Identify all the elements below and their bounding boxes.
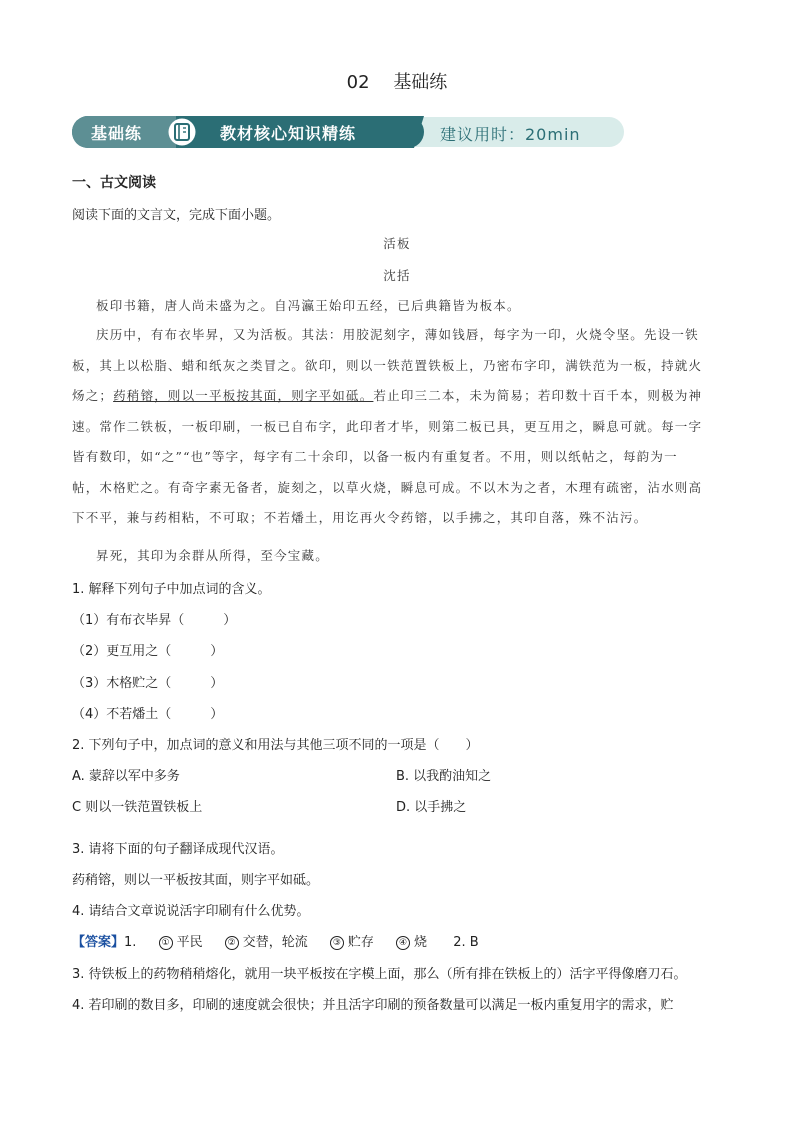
reading-instruction: 阅读下面的文言文，完成下面小题。 (72, 208, 281, 223)
answer-item: 交替，轮流 (242, 935, 308, 950)
option-b: B. 以我酌油知之 (396, 769, 492, 784)
question-4-stem: 4. 请结合文章说说活字印刷有什么优势。 (72, 904, 310, 919)
passage-paragraph-1: 板印书籍，唐人尚未盛为之。自冯瀛王始印五经，已后典籍皆为板本。 (96, 298, 521, 313)
passage-line: 速。常作二铁板，一板印刷，一板已自布字，此印者才毕，则第二板已具，更互用之，瞬息可就。每一字 (72, 418, 703, 434)
answer-item: 贮存 (347, 935, 374, 950)
book-icon (168, 118, 196, 146)
option-a: A. 蒙辞以军中多务 (72, 769, 180, 784)
answer-number: ④ (396, 936, 410, 950)
answer-item: 烧 (414, 935, 428, 950)
underlined-sentence: 药稍镕，则以一平板按其面，则字平如砥。 (113, 388, 374, 403)
question-2-stem: 2. 下列句子中，加点词的意义和用法与其他三项不同的一项是（ ） (72, 738, 479, 753)
passage-line: 下不平，兼与药相粘，不可取；不若燔土，用讫再火令药镕，以手拂之，其印自落，殊不沾污。 (72, 510, 648, 525)
question-1-item: （3）木格贮之（ ） (72, 676, 224, 691)
passage-paragraph-3: 昇死，其印为余群从所得，至今宝藏。 (96, 548, 329, 563)
section-banner (72, 116, 624, 148)
title-text: 基础练 (393, 72, 448, 93)
answer-q2: 2. B (453, 935, 479, 950)
passage-text: 若止印三二本，未为简易；若印数十百千本，则极为神 (373, 388, 703, 403)
passage-line: 板，其上以松脂、蜡和纸灰之类冒之。欲印，则以一铁范置铁板上，乃密布字印，满铁范为一板，持就火 (72, 357, 703, 373)
option-c: C 则以一铁范置铁板上 (72, 800, 203, 815)
answer-line-3: 3. 待铁板上的药物稍稍熔化，就用一块平板按在字模上面，那么（所有排在铁板上的）活字平得像磨刀石。 (72, 967, 687, 982)
answer-line-1 (72, 931, 479, 950)
answer-number: ② (225, 936, 239, 950)
passage-text: 炀之； (72, 388, 114, 403)
banner-subtitle: 教材核心知识精练 (220, 124, 357, 143)
banner-divider-icon (408, 116, 424, 148)
question-3-stem: 3. 请将下面的句子翻译成现代汉语。 (72, 842, 284, 857)
passage-line: 帖，木格贮之。有奇字素无备者，旋刻之，以草火烧，瞬息可成。不以木为之者，木理有疏密，沾水则高 (72, 479, 703, 495)
answer-number: ① (159, 936, 173, 950)
answer-line-4: 4. 若印刷的数目多，印刷的速度就会很快；并且活字印刷的预备数量可以满足一板内重复用字的需求，贮 (72, 998, 674, 1013)
passage-line: 皆有数印，如“之”“也”等字，每字有二十余印，以备一板内有重复者。不用，则以纸帖之，每韵为一 (72, 449, 678, 464)
banner-suggested-time: 建议用时：20min (440, 125, 581, 144)
answer-tag: 【答案】 (72, 935, 125, 950)
question-1-item: （4）不若燔土（ ） (72, 707, 224, 722)
passage-paragraph-2 (72, 320, 724, 534)
banner-tag: 基础练 (91, 124, 143, 143)
question-1-stem: 1. 解释下列句子中加点词的含义。 (72, 582, 271, 597)
passage-title: 活板 (383, 236, 411, 251)
passage-author: 沈括 (383, 268, 411, 283)
page-title (0, 68, 794, 94)
answer-item: 平民 (176, 935, 203, 950)
option-d: D. 以手拂之 (396, 800, 467, 815)
passage-line (72, 381, 724, 412)
answer-number: ③ (330, 936, 344, 950)
question-3-sentence: 药稍镕，则以一平板按其面，则字平如砥。 (72, 873, 320, 888)
section-heading: 一、古文阅读 (72, 175, 156, 191)
passage-line: 庆历中，有布衣毕昇，又为活板。其法：用胶泥刻字，薄如钱唇，每字为一印，火烧令坚。先设一铁 (96, 327, 699, 342)
question-1-item: （1）有布衣毕昇（ ） (72, 613, 237, 628)
title-number: 02 (346, 72, 370, 93)
answer-lead: 1. (124, 935, 137, 950)
question-1-item: （2）更互用之（ ） (72, 644, 224, 659)
